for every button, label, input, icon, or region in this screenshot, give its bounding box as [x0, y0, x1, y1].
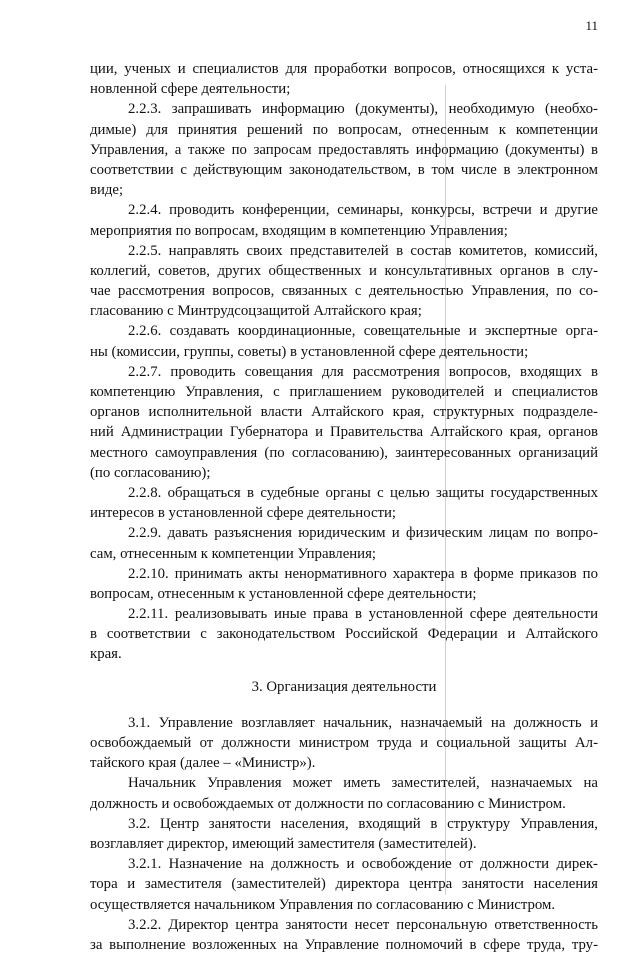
section-heading: 3. Организация деятельности	[251, 678, 437, 695]
text-line: Управления, а также по запросам предоставлять информацию (документы) в	[90, 141, 598, 158]
text-line: димые) для принятия решений по вопросам, отнесенным к компетенции	[90, 121, 598, 138]
text-line: Начальник Управления может иметь заместителей, назначаемых на	[128, 775, 598, 792]
page-number: 11	[585, 18, 598, 33]
text-line: сам, отнесенным к компетенции Управления;	[90, 545, 377, 562]
text-line: соответствии с действующим законодательством, в том числе в электронном	[90, 161, 598, 178]
text-line: гласованию с Минтрудсоцзащитой Алтайского края;	[90, 303, 422, 320]
text-line: тайского края (далее – «Министр»).	[90, 755, 316, 772]
text-line: мероприятия по вопросам, входящим в компетенцию Управления;	[90, 222, 508, 239]
text-line: новленной сфере деятельности;	[90, 81, 291, 98]
text-line: чае рассмотрения вопросов, связанных с деятельностью Управления, по со-	[90, 283, 598, 300]
text-line: 3.1. Управление возглавляет начальник, назначаемый на должность и	[128, 714, 598, 731]
text-line: в соответствии с законодательством Российской Федерации и Алтайского	[90, 626, 598, 643]
text-line: местного самоуправления (по согласованию), заинтересованных организаций	[90, 444, 598, 461]
text-line: ции, ученых и специалистов для проработки вопросов, относящихся к уста-	[90, 61, 598, 77]
text-line: ны (комиссии, группы, советы) в установленной сфере деятельности;	[90, 343, 529, 360]
text-line: должность и освобождаемых от должности по согласованию с Министром.	[90, 795, 566, 812]
text-line: 2.2.3. запрашивать информацию (документы), необходимую (необхо-	[128, 101, 598, 118]
text-line: края.	[90, 646, 122, 663]
text-line: виде;	[90, 182, 124, 199]
text-line: за выполнение возложенных на Управление полномочий в сфере труда, тру-	[90, 936, 598, 953]
text-line: тора и заместителя (заместителей) директора центра занятости населения	[90, 876, 598, 893]
text-line: 3.2. Центр занятости населения, входящий в структуру Управления,	[128, 815, 598, 832]
text-line: осуществляется начальником Управления по согласованию с Министром.	[90, 896, 556, 913]
rights-list	[90, 59, 598, 665]
text-line: 3.2.2. Директор центра занятости несет персональную ответственность	[128, 916, 598, 933]
text-line: 3.2.1. Назначение на должность и освобождение от должности дирек-	[128, 856, 598, 873]
text-line: 2.2.9. давать разъяснения юридическим и физическим лицам по вопро-	[128, 525, 598, 542]
text-line: 2.2.10. принимать акты ненормативного характера в форме приказов по	[128, 565, 598, 582]
text-line: возглавляет директор, имеющий заместителя (заместителей).	[90, 835, 477, 852]
text-line: 2.2.4. проводить конференции, семинары, конкурсы, встречи и другие	[128, 202, 598, 219]
text-line: 2.2.7. проводить совещания для рассмотрения вопросов, входящих в	[128, 363, 598, 380]
text-line: компетенцию Управления, с приглашением руководителей и специалистов	[90, 384, 598, 400]
text-line: интересов в установленной сфере деятельности;	[90, 505, 397, 522]
text-line: 2.2.8. обращаться в судебные органы с целью защиты государственных	[128, 484, 598, 501]
document-body	[90, 59, 598, 955]
text-line: 2.2.5. направлять своих представителей в состав комитетов, комиссий,	[128, 242, 598, 259]
text-line: освобождаемый от должности министром труда и социальной защиты Ал-	[90, 735, 598, 751]
text-line: 2.2.6. создавать координационные, совещательные и экспертные орга-	[128, 323, 598, 340]
text-line: (по согласованию);	[90, 464, 211, 481]
text-line: органов исполнительной власти Алтайского края, структурных подразделе-	[90, 404, 598, 421]
text-line: ний Администрации Губернатора и Правительства Алтайского края, органов	[90, 424, 598, 441]
text-line: 2.2.11. реализовывать иные права в установленной сфере деятельности	[128, 606, 598, 623]
organization-paragraphs	[90, 713, 598, 955]
text-line: вопросам, отнесенным к установленной сфере деятельности;	[90, 585, 477, 602]
text-line: коллегий, советов, других общественных и консультативных органов в слу-	[90, 262, 598, 279]
